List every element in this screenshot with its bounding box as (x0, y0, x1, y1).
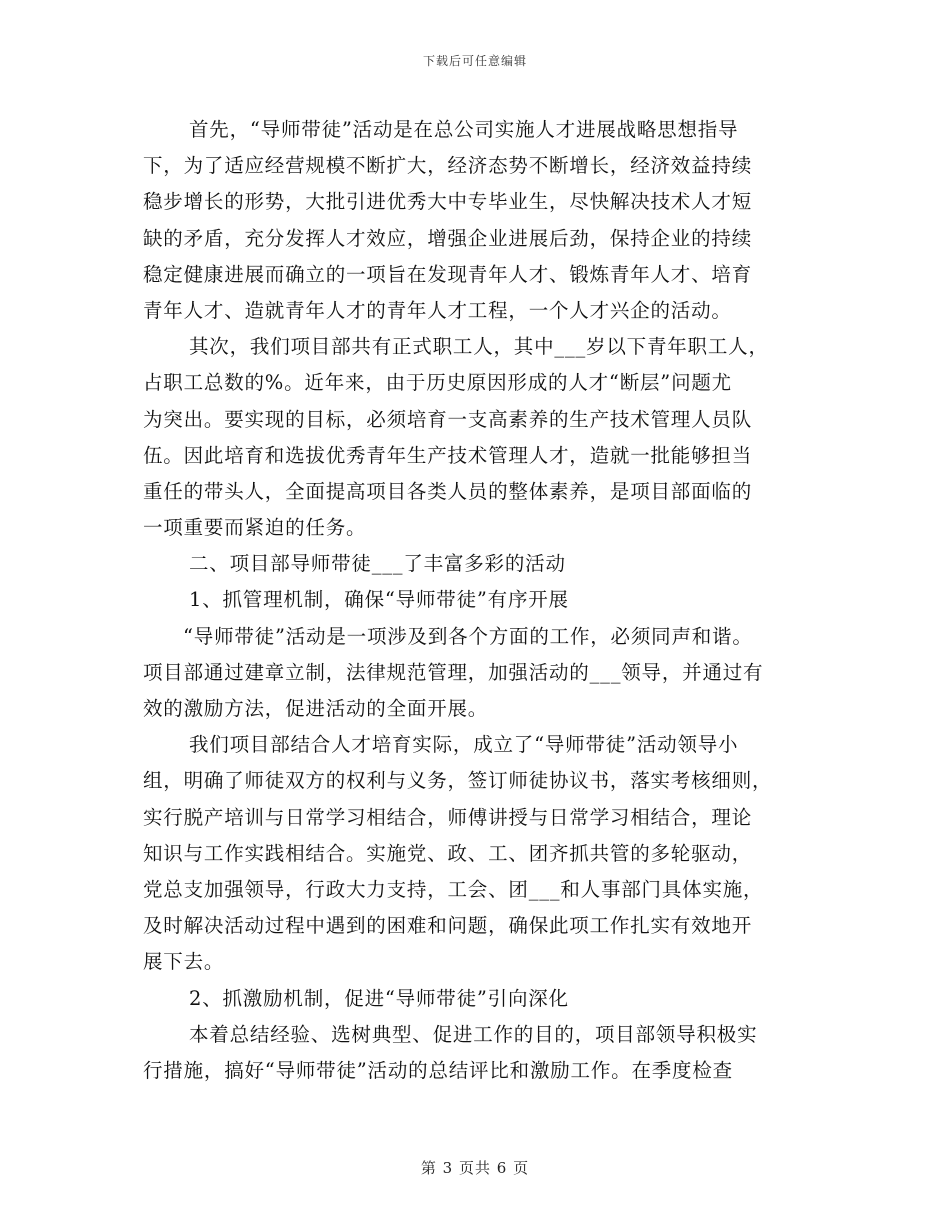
section-heading: 二、项目部导师带徒___了丰富多彩的活动 (189, 552, 566, 576)
page-footer: 第 3 页共 6 页 (420, 1159, 530, 1177)
text-line: 项目部通过建章立制，法律规范管理，加强活动的___领导，并通过有 (143, 660, 764, 684)
text-line: 青年人才、造就青年人才的青年人才工程，一个人才兴企的活动。 (143, 298, 732, 322)
text-line: 其次，我们项目部共有正式职工人，其中___岁以下青年职工人， (189, 335, 769, 359)
text-line: 实行脱产培训与日常学习相结合，师傅讲授与日常学习相结合，理论 (143, 805, 753, 829)
text-line: 伍。因此培育和选拔优秀青年生产技术管理人才，造就一批能够担当 (143, 443, 753, 467)
text-line: 重任的带头人，全面提高项目各类人员的整体素养，是项目部面临的 (143, 479, 753, 503)
text-line: 知识与工作实践相结合。实施党、政、工、团齐抓共管的多轮驱动， (143, 841, 753, 865)
text-line: 及时解决活动过程中遇到的困难和问题，确保此项工作扎实有效地开 (143, 914, 753, 938)
subsection-heading: 1、抓管理机制，确保“导师带徒”有序开展 (189, 588, 569, 612)
text-line: 本着总结经验、选树典型、促进工作的目的，项目部领导积极实 (189, 1022, 758, 1046)
text-line: 我们项目部结合人才培育实际，成立了“导师带徒”活动领导小 (189, 733, 739, 757)
page-header: 下载后可任意编辑 (422, 54, 527, 68)
text-line: 组，明确了师徒双方的权利与义务，签订师徒协议书，落实考核细则， (143, 769, 773, 793)
text-line: 缺的矛盾，充分发挥人才效应，增强企业进展后劲，保持企业的持续 (143, 226, 753, 250)
subsection-heading: 2、抓激励机制，促进“导师带徒”引向深化 (189, 986, 569, 1010)
text-line: 首先，“导师带徒”活动是在总公司实施人才进展战略思想指导 (189, 118, 739, 141)
text-line: 稳步增长的形势，大批引进优秀大中专毕业生，尽快解决技术人才短 (143, 190, 753, 214)
text-line: 展下去。 (143, 950, 225, 974)
text-line: 占职工总数的%。近年来，由于历史原因形成的人才“断层”问题尤 (143, 371, 732, 395)
text-line: 行措施，搞好“导师带徒”活动的总结评比和激励工作。在季度检查 (143, 1058, 733, 1082)
text-line: 效的激励方法，促进活动的全面开展。 (143, 697, 489, 720)
text-line: 稳定健康进展而确立的一项旨在发现青年人才、锻炼青年人才、培育 (143, 262, 753, 286)
text-line: 党总支加强领导，行政大力支持，工会、团___和人事部门具体实施， (143, 877, 764, 901)
text-line: 一项重要而紧迫的任务。 (143, 516, 367, 540)
text-line: 下，为了适应经营规模不断扩大，经济态势不断增长，经济效益持续 (143, 154, 753, 178)
text-line: 为突出。要实现的目标，必须培育一支高素养的生产技术管理人员队 (143, 407, 753, 431)
document-body (143, 112, 808, 1089)
text-line: “导师带徒”活动是一项涉及到各个方面的工作，必须同声和谐。 (183, 624, 753, 648)
